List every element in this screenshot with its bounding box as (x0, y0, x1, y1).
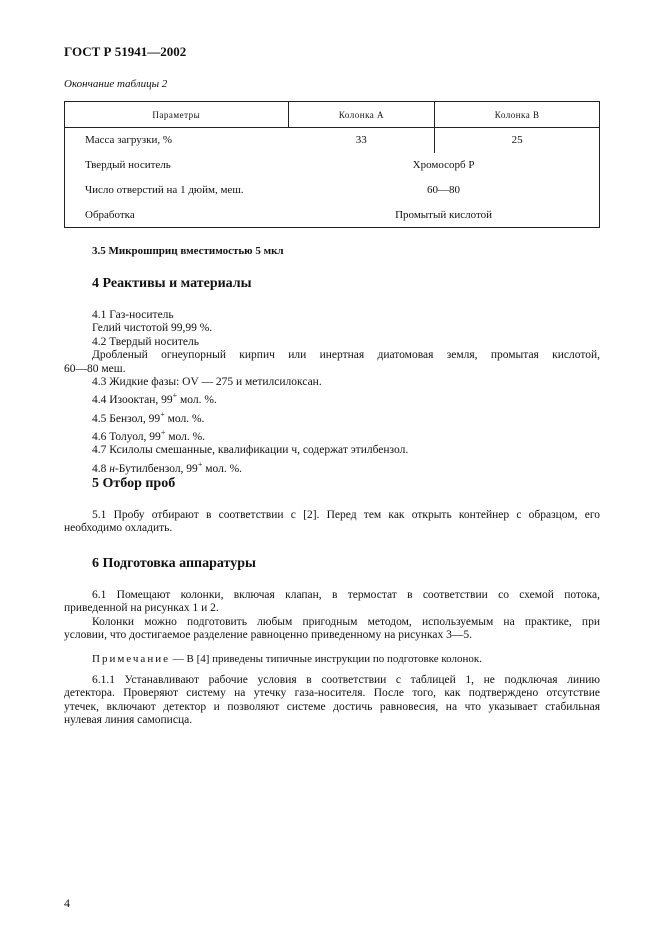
param-name: Твердый носитель (65, 153, 289, 178)
paragraph-line: условии, что достигаемое разделение равноценно приведенному на рисунках 3—5. (64, 629, 472, 642)
section-4-title: 4 Реактивы и материалы (92, 276, 252, 291)
merged-value: 60—80 (288, 178, 599, 203)
section-4-body (64, 309, 600, 476)
section-5-title: 5 Отбор проб (92, 476, 176, 491)
paragraph-line: Колонки можно подготовить любым пригодным методом, используемым на практике, при (92, 615, 600, 628)
param-name: Обработка (65, 203, 289, 228)
table-header-row (65, 102, 600, 128)
column-header-params: Параметры (65, 102, 289, 128)
page-number: 4 (64, 896, 70, 910)
table-caption: Окончание таблицы 2 (64, 78, 168, 90)
list-item: 60—80 меш. (64, 362, 126, 375)
paragraph-line: 6.1.1 Устанавливают рабочие условия в соответствии с таблицей 1, не подключая линию (92, 674, 600, 686)
section-5-body (64, 509, 600, 536)
section-6-body (64, 589, 600, 643)
subsection-3-5: 3.5 Микрошприц вместимостью 5 мкл (92, 245, 284, 257)
merged-value: Промытый кислотой (288, 203, 599, 228)
list-item: 4.3 Жидкие фазы: OV — 275 и метилсилоксан. (92, 376, 322, 389)
paragraph-line: 6.1 Помещают колонки, включая клапан, в термостат в соответствии со схемой потока, (92, 589, 600, 601)
note-text: — В [4] приведены типичные инструкции по подготовке колонок. (169, 653, 482, 665)
list-item: 4.1 Газ-носитель (92, 309, 174, 321)
list-item: Дробленый огнеупорный кирпич или инертная диатомовая земля, промытая кислотой, (92, 349, 600, 362)
parameters-table (64, 101, 600, 228)
list-item: 4.2 Твердый носитель (92, 335, 199, 348)
paragraph-line: утечек, включают детектор и позволяют системе достичь равновесия, на что указывает стабильная (64, 700, 600, 713)
note (64, 653, 600, 666)
param-name: Масса загрузки, % (65, 128, 289, 153)
column-header-a: Колонка А (288, 102, 435, 128)
paragraph-line: 5.1 Пробу отбирают в соответствии с [2]. Перед тем как открыть контейнер с образцом, его (92, 509, 600, 521)
list-item: 4.5 Бензол, 99+ мол. %. (92, 409, 205, 425)
value-a: 33 (288, 128, 435, 153)
paragraph-line: необходимо охладить. (64, 522, 173, 535)
list-item: Гелий чистотой 99,99 %. (92, 322, 213, 335)
column-header-b: Колонка В (435, 102, 600, 128)
table-row (65, 128, 600, 153)
table-row (65, 203, 600, 228)
value-b: 25 (435, 128, 600, 153)
list-item: 4.7 Ксилолы смешанные, квалификации ч, содержат этилбензол. (92, 444, 409, 457)
paragraph-line: детектора. Проверяют систему на утечку газа-носителя. После того, как подтверждено отсутствие (64, 687, 600, 700)
list-item: 4.8 н-Бутилбензол, 99+ мол. %. (92, 459, 243, 475)
table-row (65, 178, 600, 203)
list-item: 4.4 Изооктан, 99+ мол. %. (92, 391, 217, 407)
param-name: Число отверстий на 1 дюйм, меш. (65, 178, 289, 203)
merged-value: Хромосорб Р (288, 153, 599, 178)
section-6-1-1-body (64, 674, 600, 728)
section-6-title: 6 Подготовка аппаратуры (92, 556, 256, 571)
paragraph-line: приведенной на рисунках 1 и 2. (64, 602, 219, 615)
list-item: 4.6 Толуол, 99+ мол. %. (92, 427, 206, 443)
document-header: ГОСТ Р 51941—2002 (64, 44, 187, 59)
table-row (65, 153, 600, 178)
paragraph-line: нулевая линия самописца. (64, 714, 193, 727)
note-label: Примечание (92, 653, 170, 665)
